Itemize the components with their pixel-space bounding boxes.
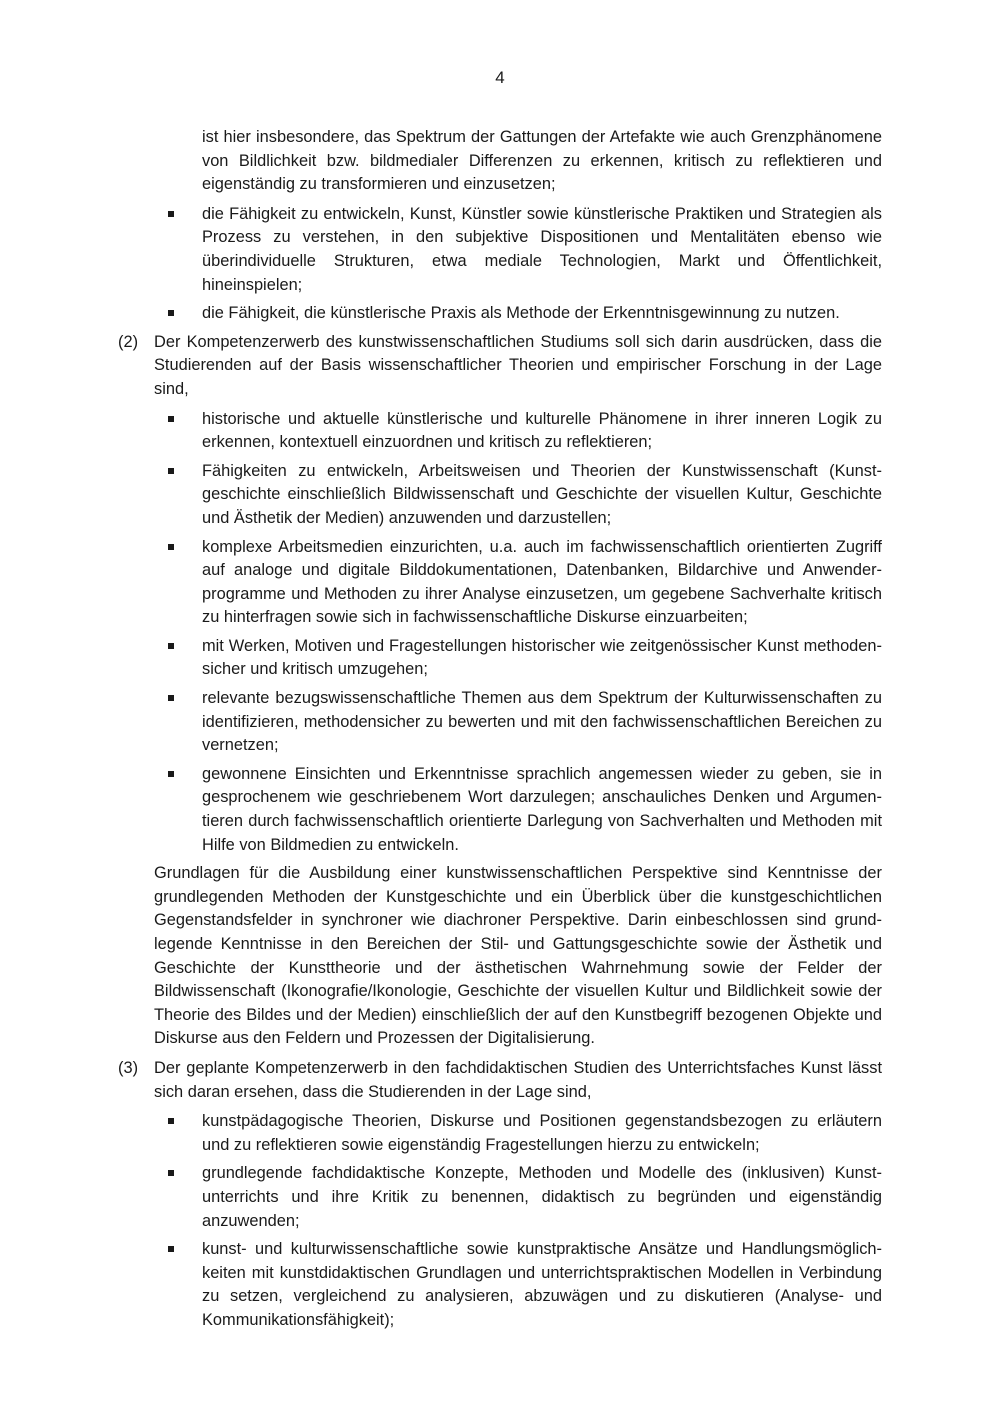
list-item: komplexe Arbeitsmedien einzurichten, u.a. auch im fachwissenschaftlich orientierten Zugriff auf analoge und digitale Bilddokumentationen, Datenbanken, Bildarchive und Anwender-programme und Methoden zu ihrer Analyse einzusetzen, um gegebene Sachverhalte kritisch zu hinterfragen sowie sich in fachwissenschaftliche Diskurse einzuarbeiten; (202, 536, 882, 630)
section-number: (2) (118, 332, 139, 351)
list-item: die Fähigkeit zu entwickeln, Kunst, Künstler sowie künstlerische Praktiken und Strategien als Prozess zu verstehen, in den subjektive Dispositionen und Mentalitäten ebenso wie überindividuelle Strukturen, etwa mediale Technologien, Markt und Öffentlichkeit, hineinspielen; (202, 203, 882, 297)
list-item: die Fähigkeit, die künstlerische Praxis als Methode der Erkenntnisgewinnung zu nutzen. (202, 302, 882, 326)
page-content (0, 126, 1000, 1338)
list-item: historische und aktuelle künstlerische und kulturelle Phänomene in ihrer inneren Logik zu erkennen, kontextuell einzuordnen und kritisch zu reflektieren; (202, 408, 882, 455)
page-number: 4 (495, 68, 505, 87)
section-2 (118, 331, 882, 402)
section-3 (118, 1057, 882, 1104)
list-item: Fähigkeiten zu entwickeln, Arbeitsweisen und Theorien der Kunstwissenschaft (Kunst-geschichte einschließlich Bildwissenschaft und Geschichte der visuellen Kultur, Geschichte und Ästhetik der Medien) anzuwenden und darzustellen; (202, 460, 882, 531)
list-item: grundlegende fachdidaktische Konzepte, Methoden und Modelle des (inklusiven) Kunst-unterrichts und ihre Kritik zu benennen, didaktisch zu begründen und eigenständig anzuwenden; (202, 1162, 882, 1233)
section-text: Der Kompetenzerwerb des kunstwissenschaftlichen Studiums soll sich darin ausdrücken, dass die Studierenden auf der Basis wissenschaftlicher Theorien und empirischer Forschung in der Lage sind, (154, 332, 882, 398)
intro-continuation: ist hier insbesondere, das Spektrum der Gattungen der Artefakte wie auch Grenzphänomene von Bildlichkeit bzw. bildmedialer Differenzen zu erkennen, kritisch zu reflektieren und eigenständig zu transformieren und einzusetzen; (202, 128, 882, 194)
section-number: (3) (118, 1058, 139, 1077)
section-2-closing-paragraph: Grundlagen für die Ausbildung einer kunstwissenschaftlichen Perspektive sind Kenntnisse der grundlegenden Methoden der Kunstgeschichte und ein Überblick über die kunstgeschichtlichen Gegenstandsfelder in synchroner wie diachroner Perspektive. Darin einbeschlossen sind grund-legende Kenntnisse in den Bereichen der Stil- und Gattungsgeschichte sowie der Ästhetik und Geschichte der Kunsttheorie und der ästhetischen Wahrnehmung sowie der Felder der Bildwissenschaft (Ikonografie/Ikonologie, Geschichte der visuellen Kultur und Bildlichkeit sowie der Theorie des Bildes und der Medien) einschließlich der auf den Kunstbegriff bezogenen Objekte und Diskurse aus den Feldern und Prozessen der Digitalisierung. (154, 864, 882, 1048)
section-text: Der geplante Kompetenzerwerb in den fachdidaktischen Studien des Unterrichtsfaches Kunst lässt sich daran ersehen, dass die Studierenden in der Lage sind, (154, 1058, 882, 1101)
list-item: kunst- und kulturwissenschaftliche sowie kunstpraktische Ansätze und Handlungsmöglich-keiten mit kunstdidaktischen Grundlagen und unterrichtspraktischen Modellen in Verbindung zu setzen, vergleichend zu analysieren, abzuwägen und zu diskutieren (Analyse- und Kommunikationsfähigkeit); (202, 1238, 882, 1332)
list-item: kunstpädagogische Theorien, Diskurse und Positionen gegenstandsbezogen zu erläutern und zu reflektieren sowie eigenständig Fragestellungen hierzu zu entwickeln; (202, 1110, 882, 1157)
list-item: gewonnene Einsichten und Erkenntnisse sprachlich angemessen wieder zu geben, sie in gesprochenem wie geschriebenem Wort darzulegen; anschauliches Denken und Argumen-tieren durch fachwissenschaftlich orientierte Darlegung von Sachverhalten und Methoden mit Hilfe von Bildmedien zu entwickeln. (202, 763, 882, 857)
list-item: relevante bezugswissenschaftliche Themen aus dem Spektrum der Kulturwissenschaften zu identifizieren, methodensicher zu bewerten und mit den fachwissenschaftlichen Bereichen zu vernetzen; (202, 687, 882, 758)
list-item: mit Werken, Motiven und Fragestellungen historischer wie zeitgenössischer Kunst methoden-sicher und kritisch umzugehen; (202, 635, 882, 682)
